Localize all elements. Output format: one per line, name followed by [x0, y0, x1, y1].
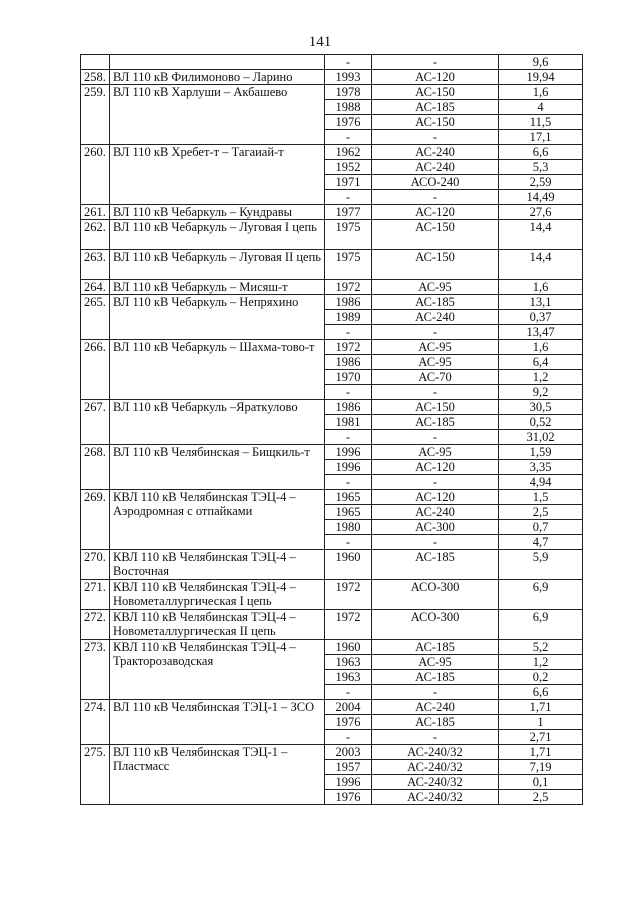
wire-type: АС-240	[372, 310, 499, 325]
table-row	[81, 640, 583, 655]
table-row	[81, 445, 583, 460]
wire-type: АС-120	[372, 490, 499, 505]
line-length: 19,94	[499, 70, 583, 85]
row-number: 268.	[81, 445, 110, 490]
line-length: 3,35	[499, 460, 583, 475]
line-length: 1,6	[499, 340, 583, 355]
line-name: ВЛ 110 кВ Чебаркуль – Луговая II цепь	[110, 250, 325, 280]
commission-year: -	[325, 730, 372, 745]
commission-year: 1971	[325, 175, 372, 190]
commission-year: 1957	[325, 760, 372, 775]
line-length: 31,02	[499, 430, 583, 445]
commission-year: 1986	[325, 400, 372, 415]
table-row	[81, 220, 583, 250]
commission-year: -	[325, 475, 372, 490]
wire-type: -	[372, 190, 499, 205]
row-number: 266.	[81, 340, 110, 400]
commission-year: 1977	[325, 205, 372, 220]
power-lines-table	[80, 54, 583, 805]
commission-year: 1963	[325, 670, 372, 685]
commission-year: 1993	[325, 70, 372, 85]
line-length: 0,7	[499, 520, 583, 535]
wire-type: АС-150	[372, 115, 499, 130]
line-name: ВЛ 110 кВ Чебаркуль – Шахма-тово-т	[110, 340, 325, 400]
line-length: 0,52	[499, 415, 583, 430]
line-name: КВЛ 110 кВ Челябинская ТЭЦ-4 – Новометаллургическая I цепь	[110, 580, 325, 610]
wire-type: АС-70	[372, 370, 499, 385]
commission-year: 1975	[325, 250, 372, 280]
row-number: 270.	[81, 550, 110, 580]
commission-year: -	[325, 325, 372, 340]
line-length: 4,94	[499, 475, 583, 490]
commission-year: 1978	[325, 85, 372, 100]
line-length: 6,6	[499, 145, 583, 160]
line-name: ВЛ 110 кВ Чебаркуль – Мисяш-т	[110, 280, 325, 295]
wire-type: -	[372, 730, 499, 745]
wire-type: АС-95	[372, 280, 499, 295]
commission-year: 1976	[325, 115, 372, 130]
commission-year: -	[325, 55, 372, 70]
line-name: ВЛ 110 кВ Чебаркуль – Непряхино	[110, 295, 325, 340]
table-row	[81, 700, 583, 715]
commission-year: 1962	[325, 145, 372, 160]
table-row	[81, 400, 583, 415]
wire-type: АС-95	[372, 340, 499, 355]
commission-year: 1970	[325, 370, 372, 385]
line-length: 30,5	[499, 400, 583, 415]
wire-type: -	[372, 475, 499, 490]
wire-type: АС-150	[372, 250, 499, 280]
wire-type: АС-240	[372, 145, 499, 160]
wire-type: АСО-300	[372, 610, 499, 640]
line-length: 13,47	[499, 325, 583, 340]
line-name: КВЛ 110 кВ Челябинская ТЭЦ-4 – Аэродромная с отпайками	[110, 490, 325, 550]
commission-year: -	[325, 190, 372, 205]
commission-year: -	[325, 130, 372, 145]
line-length: 13,1	[499, 295, 583, 310]
line-length: 14,4	[499, 220, 583, 250]
wire-type: АС-95	[372, 445, 499, 460]
table-row	[81, 580, 583, 610]
commission-year: 1980	[325, 520, 372, 535]
wire-type: АС-95	[372, 655, 499, 670]
commission-year: -	[325, 685, 372, 700]
commission-year: 1989	[325, 310, 372, 325]
line-name	[110, 55, 325, 70]
commission-year: 1988	[325, 100, 372, 115]
wire-type: АС-120	[372, 205, 499, 220]
wire-type: -	[372, 430, 499, 445]
line-length: 0,2	[499, 670, 583, 685]
line-length: 4,7	[499, 535, 583, 550]
wire-type: АС-240/32	[372, 760, 499, 775]
wire-type: АСО-240	[372, 175, 499, 190]
page-number: 141	[308, 34, 332, 50]
line-length: 4	[499, 100, 583, 115]
wire-type: -	[372, 535, 499, 550]
line-name: ВЛ 110 кВ Челябинская ТЭЦ-1 – Пластмасс	[110, 745, 325, 805]
line-name: ВЛ 110 кВ Чебаркуль – Луговая I цепь	[110, 220, 325, 250]
table-row	[81, 490, 583, 505]
row-number: 274.	[81, 700, 110, 745]
commission-year: 2003	[325, 745, 372, 760]
line-length: 14,49	[499, 190, 583, 205]
table-row	[81, 70, 583, 85]
wire-type: АС-185	[372, 100, 499, 115]
commission-year: 1996	[325, 460, 372, 475]
wire-type: АС-185	[372, 670, 499, 685]
line-length: 2,5	[499, 790, 583, 805]
line-name: ВЛ 110 кВ Хребет-т – Тагаиай-т	[110, 145, 325, 205]
commission-year: 1986	[325, 355, 372, 370]
line-length: 2,59	[499, 175, 583, 190]
row-number: 265.	[81, 295, 110, 340]
line-length: 9,6	[499, 55, 583, 70]
line-name: ВЛ 110 кВ Чебаркуль – Кундравы	[110, 205, 325, 220]
commission-year: -	[325, 535, 372, 550]
line-length: 0,37	[499, 310, 583, 325]
line-length: 1,71	[499, 700, 583, 715]
line-length: 1,2	[499, 370, 583, 385]
commission-year: 1975	[325, 220, 372, 250]
commission-year: 1963	[325, 655, 372, 670]
row-number: 259.	[81, 85, 110, 145]
row-number: 261.	[81, 205, 110, 220]
line-length: 11,5	[499, 115, 583, 130]
wire-type: -	[372, 55, 499, 70]
commission-year: 1952	[325, 160, 372, 175]
line-length: 5,2	[499, 640, 583, 655]
line-length: 1,2	[499, 655, 583, 670]
row-number: 275.	[81, 745, 110, 805]
table-row	[81, 340, 583, 355]
commission-year: 1996	[325, 445, 372, 460]
table-row	[81, 250, 583, 280]
wire-type: АС-240	[372, 505, 499, 520]
table-row	[81, 205, 583, 220]
commission-year: 2004	[325, 700, 372, 715]
row-number: 262.	[81, 220, 110, 250]
wire-type: АС-185	[372, 550, 499, 580]
commission-year: 1996	[325, 775, 372, 790]
row-number: 273.	[81, 640, 110, 700]
table-row	[81, 610, 583, 640]
line-length: 1	[499, 715, 583, 730]
commission-year: 1960	[325, 550, 372, 580]
line-length: 17,1	[499, 130, 583, 145]
line-name: ВЛ 110 кВ Харлуши – Акбашево	[110, 85, 325, 145]
line-length: 1,5	[499, 490, 583, 505]
commission-year: 1972	[325, 610, 372, 640]
wire-type: АСО-300	[372, 580, 499, 610]
commission-year: 1981	[325, 415, 372, 430]
table-row	[81, 55, 583, 70]
line-length: 6,9	[499, 610, 583, 640]
row-number: 272.	[81, 610, 110, 640]
row-number: 264.	[81, 280, 110, 295]
table-row	[81, 145, 583, 160]
line-name: ВЛ 110 кВ Челябинская – Бищкиль-т	[110, 445, 325, 490]
table-row	[81, 295, 583, 310]
line-length: 27,6	[499, 205, 583, 220]
wire-type: АС-150	[372, 85, 499, 100]
wire-type: АС-120	[372, 460, 499, 475]
wire-type: АС-150	[372, 400, 499, 415]
row-number	[81, 55, 110, 70]
line-length: 1,6	[499, 280, 583, 295]
commission-year: 1972	[325, 580, 372, 610]
table-row	[81, 745, 583, 760]
commission-year: 1986	[325, 295, 372, 310]
commission-year: 1965	[325, 505, 372, 520]
commission-year: 1965	[325, 490, 372, 505]
line-length: 6,6	[499, 685, 583, 700]
wire-type: АС-150	[372, 220, 499, 250]
wire-type: -	[372, 325, 499, 340]
commission-year: 1976	[325, 790, 372, 805]
line-name: ВЛ 110 кВ Филимоново – Ларино	[110, 70, 325, 85]
commission-year: 1976	[325, 715, 372, 730]
wire-type: -	[372, 385, 499, 400]
wire-type: -	[372, 685, 499, 700]
line-name: ВЛ 110 кВ Челябинская ТЭЦ-1 – ЗСО	[110, 700, 325, 745]
table-row	[81, 550, 583, 580]
wire-type: АС-300	[372, 520, 499, 535]
wire-type: АС-240/32	[372, 775, 499, 790]
line-length: 5,3	[499, 160, 583, 175]
row-number: 269.	[81, 490, 110, 550]
wire-type: АС-185	[372, 640, 499, 655]
line-length: 9,2	[499, 385, 583, 400]
line-length: 2,71	[499, 730, 583, 745]
wire-type: АС-95	[372, 355, 499, 370]
line-length: 1,59	[499, 445, 583, 460]
commission-year: -	[325, 385, 372, 400]
wire-type: АС-185	[372, 415, 499, 430]
table-row	[81, 280, 583, 295]
wire-type: АС-185	[372, 715, 499, 730]
wire-type: АС-240/32	[372, 745, 499, 760]
commission-year: 1960	[325, 640, 372, 655]
commission-year: 1972	[325, 280, 372, 295]
table-row	[81, 85, 583, 100]
wire-type: АС-240	[372, 160, 499, 175]
line-length: 6,4	[499, 355, 583, 370]
wire-type: АС-120	[372, 70, 499, 85]
row-number: 263.	[81, 250, 110, 280]
line-length: 0,1	[499, 775, 583, 790]
line-length: 1,6	[499, 85, 583, 100]
line-length: 1,71	[499, 745, 583, 760]
wire-type: АС-185	[372, 295, 499, 310]
line-name: КВЛ 110 кВ Челябинская ТЭЦ-4 – Тракторозаводская	[110, 640, 325, 700]
line-name: КВЛ 110 кВ Челябинская ТЭЦ-4 – Восточная	[110, 550, 325, 580]
commission-year: 1972	[325, 340, 372, 355]
line-length: 7,19	[499, 760, 583, 775]
row-number: 271.	[81, 580, 110, 610]
row-number: 258.	[81, 70, 110, 85]
row-number: 260.	[81, 145, 110, 205]
line-length: 6,9	[499, 580, 583, 610]
wire-type: АС-240/32	[372, 790, 499, 805]
line-length: 5,9	[499, 550, 583, 580]
wire-type: АС-240	[372, 700, 499, 715]
commission-year: -	[325, 430, 372, 445]
line-length: 14,4	[499, 250, 583, 280]
line-name: ВЛ 110 кВ Чебаркуль –Яраткулово	[110, 400, 325, 445]
line-name: КВЛ 110 кВ Челябинская ТЭЦ-4 – Новометаллургическая II цепь	[110, 610, 325, 640]
row-number: 267.	[81, 400, 110, 445]
wire-type: -	[372, 130, 499, 145]
line-length: 2,5	[499, 505, 583, 520]
